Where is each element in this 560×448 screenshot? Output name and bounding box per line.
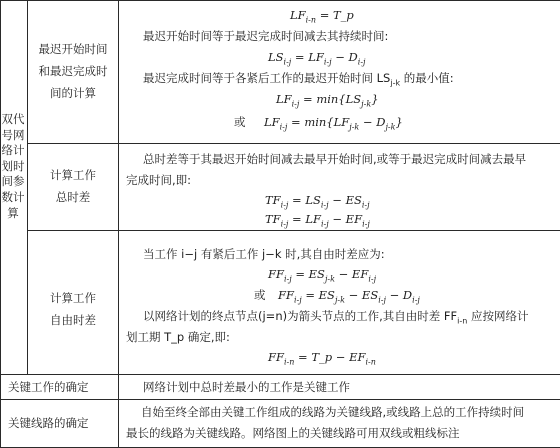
left-border xyxy=(0,0,1,448)
rule-latest-finish: 最迟完成时间等于各紧后工作的最迟开始时间 $LS_{j-k}$ 的最小值: xyxy=(143,71,454,88)
label-free-float: 计算工作 自由时差 xyxy=(50,291,96,327)
formula-ff-1: $FF_{i-j} = ES_{j-k} - EF_{i-j}$ xyxy=(268,267,377,284)
formula-tf-ls: $TF_{i-j} = LS_{i-j} - ES_{i-j}$ xyxy=(265,193,370,210)
text-critical-path-1: 自始至终全部由关键工作组成的线路为关键线路,或线路上总的工作持续时间 xyxy=(141,405,525,419)
label-critical-path: 关键线路的确定 xyxy=(8,416,89,430)
divider-critical-rows xyxy=(0,399,560,400)
text-critical-work: 网络计划中总时差最小的工作是关键工作 xyxy=(143,380,350,394)
formula-lf-min: $LF_{i-j} = \min\{LS_{j-k}\}$ xyxy=(276,92,379,109)
formula-tf-lf: $TF_{i-j} = LF_{i-j} - EF_{i-j}$ xyxy=(265,212,370,229)
label-total-float: 计算工作 总时差 xyxy=(50,168,96,204)
label-critical-work: 关键工作的确定 xyxy=(8,380,89,394)
rule-free-float-2b: 划工期 T_p 确定,即: xyxy=(126,330,230,344)
text-critical-path-2: 最长的线路为关键线路。网络图上的关键线路可用双线或粗线标注 xyxy=(126,426,460,440)
label-latest-start-finish: 最迟开始时间 和最迟完成时 间的计算 xyxy=(38,42,108,100)
formula-ff-end-node: $FF_{i-n}$ = T_p − $EF_{i-n}$ xyxy=(268,350,376,367)
label-column-divider xyxy=(118,0,119,448)
rule-total-float-2: 完成时间,即: xyxy=(126,173,192,187)
formula-lf-alt: $LF_{i-j} = \min\{LF_{j-k} - D_{j-k}\}$ xyxy=(264,115,403,132)
formula-ls: $LS_{i-j} = LF_{i-j} - D_{i-j}$ xyxy=(268,50,366,67)
rule-latest-start: 最迟开始时间等于最迟完成时间减去其持续时间: xyxy=(143,29,389,43)
divider-ls-tf xyxy=(27,143,560,144)
or-label-1: 或 xyxy=(234,115,246,129)
formula-lf-end-node: $LF_{i-n}$ = T_p xyxy=(290,8,354,25)
or-label-2: 或 xyxy=(254,288,266,302)
formula-ff-2: $FF_{i-j} = ES_{j-k} - ES_{i-j} - D_{i-j}$ xyxy=(278,288,420,305)
side-label-double-code-network: 双代 号网 络计 划时 间参 数计 算 xyxy=(1,112,25,220)
rule-free-float-2a: 以网络计划的终点节点(j=n)为箭头节点的工作,其自由时差 $FF_{i-n}$ 应按网络计 xyxy=(143,309,529,326)
top-border xyxy=(0,0,560,1)
divider-ff-critical xyxy=(0,374,560,375)
rule-total-float-1: 总时差等于其最迟开始时间减去最早开始时间,或等于最迟完成时间减去最早 xyxy=(143,152,527,166)
rule-free-float-1: 当工作 i−j 有紧后工作 j−k 时,其自由时差应为: xyxy=(143,247,385,261)
